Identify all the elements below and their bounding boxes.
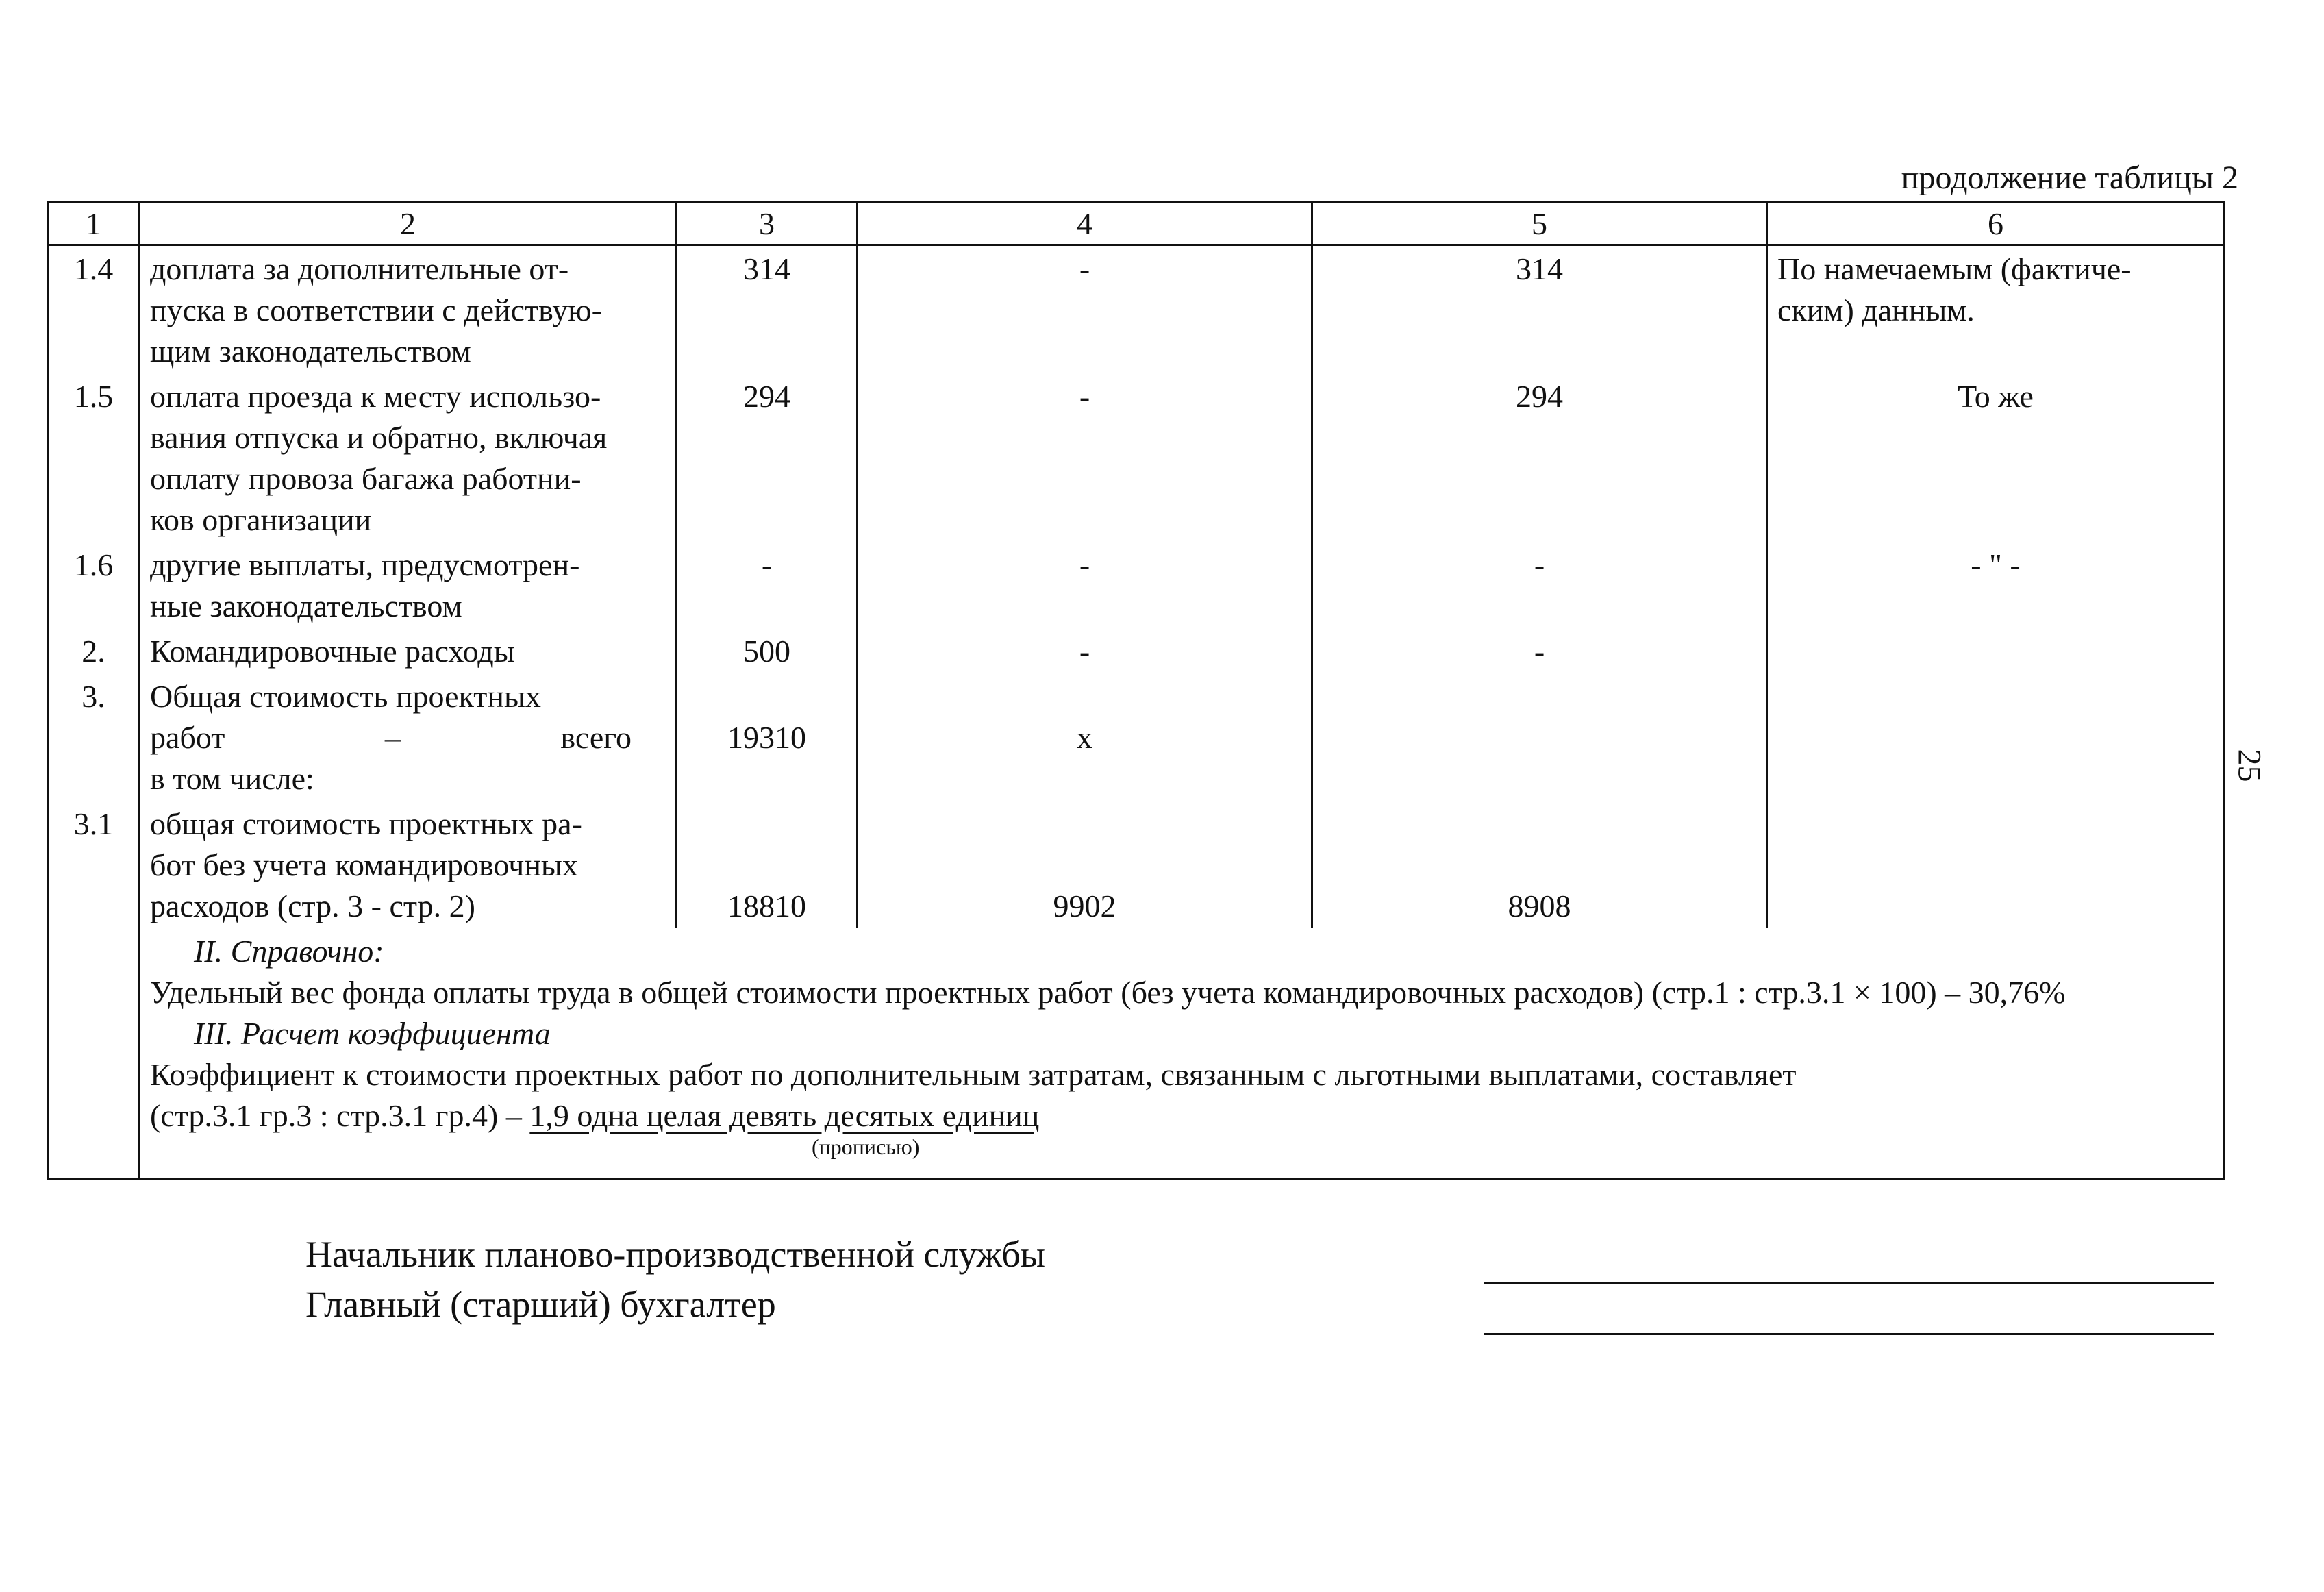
- table-row: [48, 245, 2225, 374]
- cell-value-text: 8908: [1508, 888, 1571, 923]
- column-header: 6: [1767, 202, 2225, 245]
- row-description-dash: –: [384, 720, 401, 755]
- table-row: [48, 801, 2225, 928]
- table-row: [48, 542, 2225, 628]
- cell-value-text: х: [1077, 720, 1092, 755]
- row-description: общая стоимость проектных ра- бот без учета командировочных расходов (стр. 3 - стр. 2): [140, 801, 677, 928]
- row-description-line: [150, 717, 666, 758]
- signature-line: [1484, 1333, 2214, 1335]
- cell-value: -: [858, 628, 1312, 673]
- reference-title: II. Справочно:: [194, 934, 384, 969]
- cell-value: -: [1312, 542, 1767, 628]
- column-header: 1: [48, 202, 140, 245]
- column-header: 3: [677, 202, 858, 245]
- table-header-row: [48, 202, 2225, 245]
- cell-value: [858, 673, 1312, 801]
- cell-value: -: [858, 542, 1312, 628]
- table-row: [48, 373, 2225, 542]
- cell-value: 294: [1312, 373, 1767, 542]
- column-header: 5: [1312, 202, 1767, 245]
- row-description-word: всего: [560, 720, 632, 755]
- cell-note: [1767, 628, 2225, 673]
- row-description-line: в том числе:: [150, 761, 314, 796]
- cell-note: То же: [1767, 373, 2225, 542]
- row-number: 3.1: [48, 801, 140, 928]
- cell-note: [1767, 673, 2225, 801]
- cell-value-text: 9902: [1053, 888, 1116, 923]
- row-description: доплата за дополнительные от- пуска в соответствии с действую- щим законодательством: [140, 245, 677, 374]
- cell-value: -: [1312, 628, 1767, 673]
- formula-text: (стр.3.1 гр.3 : стр.3.1 гр.4) –: [150, 1098, 522, 1133]
- cell-value: [677, 801, 858, 928]
- row-description-word: работ: [150, 720, 225, 755]
- row-description: оплата проезда к месту использо- вания отпуска и обратно, включая оплату провоза багажа работни- ков организации: [140, 373, 677, 542]
- cell-note: - " -: [1767, 542, 2225, 628]
- table-row: [48, 628, 2225, 673]
- row-description: другие выплаты, предусмотрен- ные законодательством: [140, 542, 677, 628]
- cell-value: -: [858, 245, 1312, 374]
- row-number: 1.4: [48, 245, 140, 374]
- cell-note: По намечаемым (фактиче- ским) данным.: [1767, 245, 2225, 374]
- row-number: 1.6: [48, 542, 140, 628]
- column-header: 4: [858, 202, 1312, 245]
- cell-value: [858, 801, 1312, 928]
- row-number: 3.: [48, 673, 140, 801]
- cost-table: [47, 201, 2225, 1180]
- row-description: [140, 673, 677, 801]
- cell-value: 294: [677, 373, 858, 542]
- coefficient-title: III. Расчет коэффициента: [194, 1016, 551, 1051]
- page-number: 25: [2231, 749, 2268, 782]
- table-row: [48, 673, 2225, 801]
- reference-text: Удельный вес фонда оплаты труда в общей стоимости проектных работ (без учета командировочных расходов) (стр.1 : стр.3.1 × 100) – 30,76%: [150, 975, 2066, 1010]
- column-header: 2: [140, 202, 677, 245]
- cell-value: 314: [677, 245, 858, 374]
- notes-number-cell: [48, 928, 140, 1179]
- cell-value-text: 19310: [727, 720, 806, 755]
- signature-title-planning-head: Начальник планово-производственной службы: [305, 1234, 1045, 1275]
- signature-title-chief-accountant: Главный (старший) бухгалтер: [305, 1284, 776, 1325]
- cell-value: [1312, 801, 1767, 928]
- coefficient-text: Коэффициент к стоимости проектных работ по дополнительным затратам, связанным с льготными выплатами, составляет: [150, 1057, 1797, 1092]
- cell-value: -: [858, 373, 1312, 542]
- row-number: 2.: [48, 628, 140, 673]
- row-description-line: Общая стоимость проектных: [150, 679, 541, 714]
- coefficient-value-words: 1,9 одна целая девять десятых единиц: [529, 1098, 1040, 1133]
- cell-value-text: 18810: [727, 888, 806, 923]
- cell-value: -: [677, 542, 858, 628]
- row-description: Командировочные расходы: [140, 628, 677, 673]
- cell-value: 500: [677, 628, 858, 673]
- coefficient-formula: [150, 1095, 2214, 1136]
- notes-section: [140, 928, 2225, 1179]
- cell-note: [1767, 801, 2225, 928]
- cell-value: [677, 673, 858, 801]
- in-words-caption: (прописью): [812, 1134, 920, 1159]
- table-continuation-caption: продолжение таблицы 2: [1901, 160, 2238, 196]
- notes-row: [48, 928, 2225, 1179]
- cell-value: [1312, 673, 1767, 801]
- cell-value: 314: [1312, 245, 1767, 374]
- row-number: 1.5: [48, 373, 140, 542]
- signature-line: [1484, 1282, 2214, 1284]
